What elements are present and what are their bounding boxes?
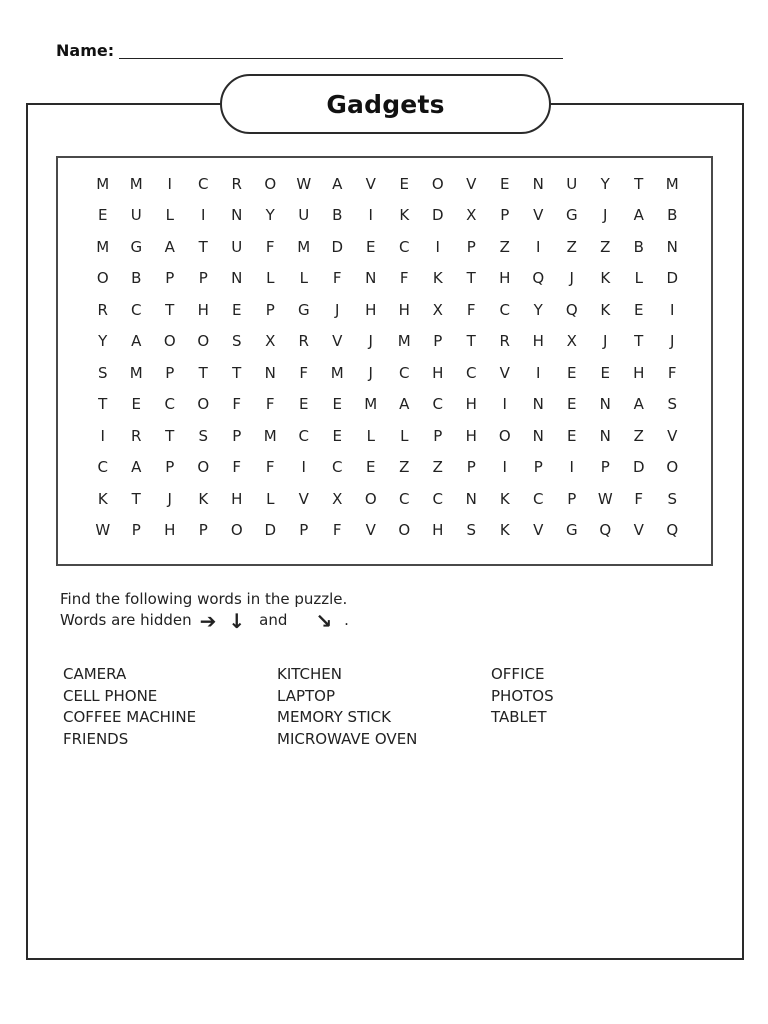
grid-letter[interactable]: F bbox=[332, 521, 342, 540]
arrow-down-icon: ↓ bbox=[228, 608, 246, 633]
grid-letter[interactable]: C bbox=[97, 458, 108, 477]
grid-letter[interactable]: O bbox=[197, 395, 210, 414]
grid-letter[interactable]: C bbox=[198, 174, 209, 193]
grid-letter[interactable]: O bbox=[364, 489, 377, 508]
grid-letter[interactable]: I bbox=[670, 300, 675, 319]
grid-letter[interactable]: U bbox=[298, 206, 310, 225]
grid-letter[interactable]: V bbox=[633, 521, 644, 540]
grid-letter[interactable]: H bbox=[465, 426, 477, 445]
word-item: TABLET bbox=[491, 708, 547, 726]
grid-letter[interactable]: M bbox=[129, 174, 143, 193]
grid-letter[interactable]: E bbox=[600, 363, 610, 382]
grid-letter[interactable]: P bbox=[198, 521, 208, 540]
grid-letter[interactable]: V bbox=[533, 206, 544, 225]
grid-letter[interactable]: M bbox=[330, 363, 344, 382]
grid-letter[interactable]: A bbox=[633, 395, 644, 414]
grid-letter[interactable]: Y bbox=[98, 332, 108, 351]
grid-letter[interactable]: J bbox=[603, 206, 608, 225]
grid-letter[interactable]: C bbox=[499, 300, 510, 319]
grid-letter[interactable]: E bbox=[332, 426, 342, 445]
grid-letter[interactable]: O bbox=[163, 332, 176, 351]
grid-letter[interactable]: D bbox=[632, 458, 645, 477]
grid-letter[interactable]: A bbox=[164, 237, 175, 256]
grid-letter[interactable]: N bbox=[264, 363, 276, 382]
grid-letter[interactable]: F bbox=[667, 363, 677, 382]
grid-letter[interactable]: B bbox=[667, 206, 678, 225]
grid-letter[interactable]: U bbox=[566, 174, 578, 193]
grid-letter[interactable]: N bbox=[599, 426, 611, 445]
grid-letter[interactable]: M bbox=[397, 332, 411, 351]
grid-letter[interactable]: K bbox=[97, 489, 108, 508]
grid-letter[interactable]: O bbox=[666, 458, 679, 477]
grid-letter[interactable]: R bbox=[298, 332, 309, 351]
grid-letter[interactable]: C bbox=[399, 489, 410, 508]
instructions-prefix: Words are hidden bbox=[60, 611, 192, 629]
grid-letter[interactable]: B bbox=[131, 269, 142, 288]
grid-letter[interactable]: D bbox=[264, 521, 277, 540]
grid-letter[interactable]: M bbox=[96, 237, 110, 256]
grid-letter[interactable]: V bbox=[365, 521, 376, 540]
grid-letter[interactable]: O bbox=[398, 521, 411, 540]
grid-letter[interactable]: P bbox=[433, 332, 443, 351]
grid-letter[interactable]: C bbox=[131, 300, 142, 319]
grid-letter[interactable]: F bbox=[332, 269, 342, 288]
grid-letter[interactable]: X bbox=[566, 332, 577, 351]
grid-letter[interactable]: P bbox=[533, 458, 543, 477]
grid-letter[interactable]: M bbox=[129, 363, 143, 382]
grid-letter[interactable]: L bbox=[400, 426, 409, 445]
grid-letter[interactable]: C bbox=[399, 363, 410, 382]
grid-letter[interactable]: N bbox=[532, 395, 544, 414]
grid-letter[interactable]: E bbox=[567, 395, 577, 414]
grid-letter[interactable]: D bbox=[666, 269, 679, 288]
grid-letter[interactable]: N bbox=[231, 206, 243, 225]
grid-letter[interactable]: Q bbox=[565, 300, 578, 319]
grid-letter[interactable]: I bbox=[502, 458, 507, 477]
grid-letter[interactable]: S bbox=[198, 426, 209, 445]
grid-letter[interactable]: J bbox=[569, 269, 574, 288]
grid-letter[interactable]: G bbox=[130, 237, 143, 256]
grid-letter[interactable]: J bbox=[603, 332, 608, 351]
grid-letter[interactable]: I bbox=[536, 237, 541, 256]
grid-letter[interactable]: I bbox=[167, 174, 172, 193]
grid-letter[interactable]: P bbox=[500, 206, 510, 225]
page-title: Gadgets bbox=[326, 89, 445, 119]
grid-letter[interactable]: B bbox=[633, 237, 644, 256]
grid-letter[interactable]: L bbox=[165, 206, 174, 225]
name-row bbox=[56, 38, 566, 62]
grid-letter[interactable]: N bbox=[666, 237, 678, 256]
grid-letter[interactable]: J bbox=[670, 332, 675, 351]
grid-letter[interactable]: I bbox=[569, 458, 574, 477]
grid-letter[interactable]: N bbox=[532, 426, 544, 445]
name-blank-line[interactable] bbox=[119, 58, 563, 59]
grid-letter[interactable]: H bbox=[365, 300, 377, 319]
grid-letter[interactable]: R bbox=[131, 426, 142, 445]
grid-letter[interactable]: O bbox=[498, 426, 511, 445]
grid-letter[interactable]: E bbox=[366, 237, 376, 256]
grid-letter[interactable]: V bbox=[499, 363, 510, 382]
grid-letter[interactable]: X bbox=[265, 332, 276, 351]
grid-letter[interactable]: P bbox=[265, 300, 275, 319]
grid-letter[interactable]: S bbox=[231, 332, 242, 351]
grid-letter[interactable]: H bbox=[532, 332, 544, 351]
grid-letter[interactable]: R bbox=[231, 174, 242, 193]
grid-letter[interactable]: J bbox=[335, 300, 340, 319]
grid-letter[interactable]: J bbox=[167, 489, 172, 508]
grid-letter[interactable]: T bbox=[198, 237, 208, 256]
instructions-and: and bbox=[259, 611, 288, 629]
title-banner bbox=[220, 74, 551, 134]
grid-letter[interactable]: C bbox=[466, 363, 477, 382]
grid-letter[interactable]: C bbox=[164, 395, 175, 414]
grid-letter[interactable]: C bbox=[399, 237, 410, 256]
grid-letter[interactable]: O bbox=[264, 174, 277, 193]
grid-letter[interactable]: E bbox=[567, 363, 577, 382]
grid-letter[interactable]: L bbox=[266, 269, 275, 288]
grid-letter[interactable]: Z bbox=[633, 426, 644, 445]
grid-letter[interactable]: J bbox=[368, 363, 373, 382]
grid-letter[interactable]: F bbox=[299, 363, 309, 382]
grid-letter[interactable]: S bbox=[667, 395, 678, 414]
grid-letter[interactable]: P bbox=[165, 269, 175, 288]
word-item: KITCHEN bbox=[277, 665, 342, 683]
grid-letter[interactable]: S bbox=[97, 363, 108, 382]
grid-letter[interactable]: P bbox=[131, 521, 141, 540]
grid-letter[interactable]: H bbox=[164, 521, 176, 540]
grid-letter[interactable]: N bbox=[365, 269, 377, 288]
grid-letter[interactable]: A bbox=[332, 174, 343, 193]
grid-letter[interactable]: F bbox=[265, 237, 275, 256]
grid-letter[interactable]: G bbox=[565, 206, 578, 225]
grid-letter[interactable]: H bbox=[633, 363, 645, 382]
grid-letter[interactable]: Z bbox=[399, 458, 410, 477]
grid-letter[interactable]: E bbox=[366, 458, 376, 477]
grid-letter[interactable]: E bbox=[232, 300, 242, 319]
grid-letter[interactable]: X bbox=[432, 300, 443, 319]
grid-letter[interactable]: V bbox=[365, 174, 376, 193]
grid-letter[interactable]: E bbox=[131, 395, 141, 414]
grid-letter[interactable]: X bbox=[466, 206, 477, 225]
grid-letter[interactable]: A bbox=[399, 395, 410, 414]
grid-letter[interactable]: P bbox=[165, 458, 175, 477]
grid-letter[interactable]: B bbox=[332, 206, 343, 225]
grid-letter[interactable]: Q bbox=[599, 521, 612, 540]
grid-letter[interactable]: V bbox=[332, 332, 343, 351]
grid-letter[interactable]: P bbox=[232, 426, 242, 445]
grid-letter[interactable]: N bbox=[231, 269, 243, 288]
grid-letter[interactable]: A bbox=[131, 458, 142, 477]
grid-letter[interactable]: I bbox=[301, 458, 306, 477]
grid-letter[interactable]: H bbox=[499, 269, 511, 288]
grid-letter[interactable]: I bbox=[201, 206, 206, 225]
letter-grid bbox=[86, 168, 689, 546]
word-list-column-3 bbox=[491, 664, 554, 729]
grid-letter[interactable]: Z bbox=[499, 237, 510, 256]
grid-letter[interactable]: S bbox=[667, 489, 678, 508]
grid-letter[interactable]: L bbox=[366, 426, 375, 445]
instructions-period: . bbox=[344, 611, 349, 629]
word-item: CAMERA bbox=[63, 665, 127, 683]
grid-letter[interactable]: E bbox=[634, 300, 644, 319]
grid-letter[interactable]: D bbox=[331, 237, 344, 256]
grid-letter[interactable]: M bbox=[297, 237, 311, 256]
instructions bbox=[60, 589, 349, 631]
grid-letter[interactable]: G bbox=[297, 300, 310, 319]
grid-letter[interactable]: P bbox=[433, 426, 443, 445]
grid-letter[interactable]: D bbox=[431, 206, 444, 225]
grid-letter[interactable]: P bbox=[567, 489, 577, 508]
grid-letter[interactable]: E bbox=[299, 395, 309, 414]
grid-letter[interactable]: Y bbox=[265, 206, 275, 225]
grid-letter[interactable]: H bbox=[231, 489, 243, 508]
instructions-line-1: Find the following words in the puzzle. bbox=[60, 590, 348, 608]
grid-letter[interactable]: M bbox=[263, 426, 277, 445]
grid-letter[interactable]: F bbox=[232, 395, 242, 414]
grid-letter[interactable]: P bbox=[299, 521, 309, 540]
grid-letter[interactable]: F bbox=[265, 458, 275, 477]
grid-letter[interactable]: T bbox=[131, 489, 141, 508]
grid-letter[interactable]: S bbox=[466, 521, 477, 540]
grid-letter[interactable]: H bbox=[432, 363, 444, 382]
grid-letter[interactable]: E bbox=[98, 206, 108, 225]
grid-letter[interactable]: O bbox=[96, 269, 109, 288]
word-item: MICROWAVE OVEN bbox=[277, 729, 418, 748]
grid-letter[interactable]: W bbox=[95, 521, 111, 540]
grid-letter[interactable]: K bbox=[499, 489, 510, 508]
grid-letter[interactable]: E bbox=[399, 174, 409, 193]
grid-letter[interactable]: O bbox=[197, 332, 210, 351]
grid-letter[interactable]: U bbox=[231, 237, 243, 256]
grid-letter[interactable]: Z bbox=[432, 458, 443, 477]
grid-letter[interactable]: T bbox=[165, 300, 175, 319]
grid-letter[interactable]: Y bbox=[600, 174, 610, 193]
grid-letter[interactable]: C bbox=[332, 458, 343, 477]
name-label: Name: bbox=[56, 41, 115, 60]
grid-letter[interactable]: M bbox=[665, 174, 679, 193]
grid-letter[interactable]: T bbox=[466, 269, 476, 288]
grid-letter[interactable]: Z bbox=[566, 237, 577, 256]
grid-letter[interactable]: X bbox=[332, 489, 343, 508]
word-item: LAPTOP bbox=[277, 686, 336, 705]
grid-letter[interactable]: I bbox=[100, 426, 105, 445]
grid-letter[interactable]: L bbox=[299, 269, 308, 288]
grid-letter[interactable]: E bbox=[332, 395, 342, 414]
grid-letter[interactable]: Z bbox=[600, 237, 611, 256]
grid-letter[interactable]: V bbox=[667, 426, 678, 445]
grid-letter[interactable]: L bbox=[634, 269, 643, 288]
grid-letter[interactable]: H bbox=[398, 300, 410, 319]
grid-letter[interactable]: E bbox=[500, 174, 510, 193]
word-item: PHOTOS bbox=[491, 686, 554, 705]
grid-letter[interactable]: R bbox=[97, 300, 108, 319]
grid-letter[interactable]: H bbox=[465, 395, 477, 414]
grid-letter[interactable]: N bbox=[532, 174, 544, 193]
grid-letter[interactable]: O bbox=[197, 458, 210, 477]
grid-letter[interactable]: K bbox=[198, 489, 209, 508]
grid-letter[interactable]: P bbox=[600, 458, 610, 477]
grid-letter[interactable]: K bbox=[432, 269, 443, 288]
grid-letter[interactable]: F bbox=[399, 269, 409, 288]
grid-letter[interactable]: U bbox=[130, 206, 142, 225]
grid-letter[interactable]: P bbox=[198, 269, 208, 288]
grid-letter[interactable]: K bbox=[600, 269, 611, 288]
grid-letter[interactable]: Y bbox=[533, 300, 543, 319]
grid-letter[interactable]: P bbox=[165, 363, 175, 382]
grid-letter[interactable]: V bbox=[533, 521, 544, 540]
grid-letter[interactable]: Q bbox=[666, 521, 679, 540]
grid-letter[interactable]: N bbox=[465, 489, 477, 508]
grid-letter[interactable]: R bbox=[499, 332, 510, 351]
grid-letter[interactable]: T bbox=[98, 395, 108, 414]
grid-letter[interactable]: T bbox=[634, 174, 644, 193]
grid-letter[interactable]: V bbox=[298, 489, 309, 508]
grid-letter[interactable]: V bbox=[466, 174, 477, 193]
grid-letter[interactable]: N bbox=[599, 395, 611, 414]
grid-letter[interactable]: M bbox=[364, 395, 378, 414]
grid-letter[interactable]: I bbox=[502, 395, 507, 414]
grid-letter[interactable]: K bbox=[499, 521, 510, 540]
grid-letter[interactable]: F bbox=[634, 489, 644, 508]
grid-letter[interactable]: I bbox=[368, 206, 373, 225]
grid-letter[interactable]: T bbox=[165, 426, 175, 445]
word-item: MEMORY STICK bbox=[277, 708, 391, 726]
word-item: OFFICE bbox=[491, 665, 545, 683]
word-item: CELL PHONE bbox=[63, 686, 158, 705]
grid-letter[interactable]: K bbox=[600, 300, 611, 319]
word-item: FRIENDS bbox=[63, 729, 129, 748]
grid-letter[interactable]: T bbox=[198, 363, 208, 382]
grid-letter[interactable]: C bbox=[432, 489, 443, 508]
grid-letter[interactable]: P bbox=[466, 237, 476, 256]
grid-letter[interactable]: J bbox=[368, 332, 373, 351]
word-list-column-1 bbox=[63, 664, 196, 750]
grid-letter[interactable]: O bbox=[230, 521, 243, 540]
grid-letter[interactable]: I bbox=[435, 237, 440, 256]
grid-letter[interactable]: A bbox=[131, 332, 142, 351]
grid-letter[interactable]: K bbox=[399, 206, 410, 225]
grid-letter[interactable]: F bbox=[232, 458, 242, 477]
grid-letter[interactable]: H bbox=[432, 521, 444, 540]
grid-letter[interactable]: T bbox=[634, 332, 644, 351]
grid-letter[interactable]: L bbox=[266, 489, 275, 508]
grid-letter[interactable]: P bbox=[466, 458, 476, 477]
grid-letter[interactable]: T bbox=[466, 332, 476, 351]
grid-letter[interactable]: C bbox=[533, 489, 544, 508]
grid-letter[interactable]: I bbox=[536, 363, 541, 382]
arrow-right-icon: ➔ bbox=[199, 608, 217, 633]
grid-letter[interactable]: Q bbox=[532, 269, 545, 288]
grid-letter[interactable]: W bbox=[597, 489, 613, 508]
arrow-diagonal-icon: ↘ bbox=[315, 608, 333, 633]
grid-letter[interactable]: O bbox=[431, 174, 444, 193]
grid-letter[interactable]: H bbox=[197, 300, 209, 319]
instructions-line-2 bbox=[60, 610, 349, 631]
grid-letter[interactable]: W bbox=[296, 174, 312, 193]
grid-letter[interactable]: A bbox=[633, 206, 644, 225]
grid-letter[interactable]: E bbox=[567, 426, 577, 445]
word-list-column-2 bbox=[277, 664, 417, 750]
grid-letter[interactable]: C bbox=[432, 395, 443, 414]
grid-letter[interactable]: F bbox=[466, 300, 476, 319]
grid-letter[interactable]: M bbox=[96, 174, 110, 193]
grid-letter[interactable]: F bbox=[265, 395, 275, 414]
word-item: COFFEE MACHINE bbox=[63, 708, 197, 726]
grid-letter[interactable]: G bbox=[565, 521, 578, 540]
grid-letter[interactable]: T bbox=[232, 363, 242, 382]
grid-letter[interactable]: C bbox=[298, 426, 309, 445]
